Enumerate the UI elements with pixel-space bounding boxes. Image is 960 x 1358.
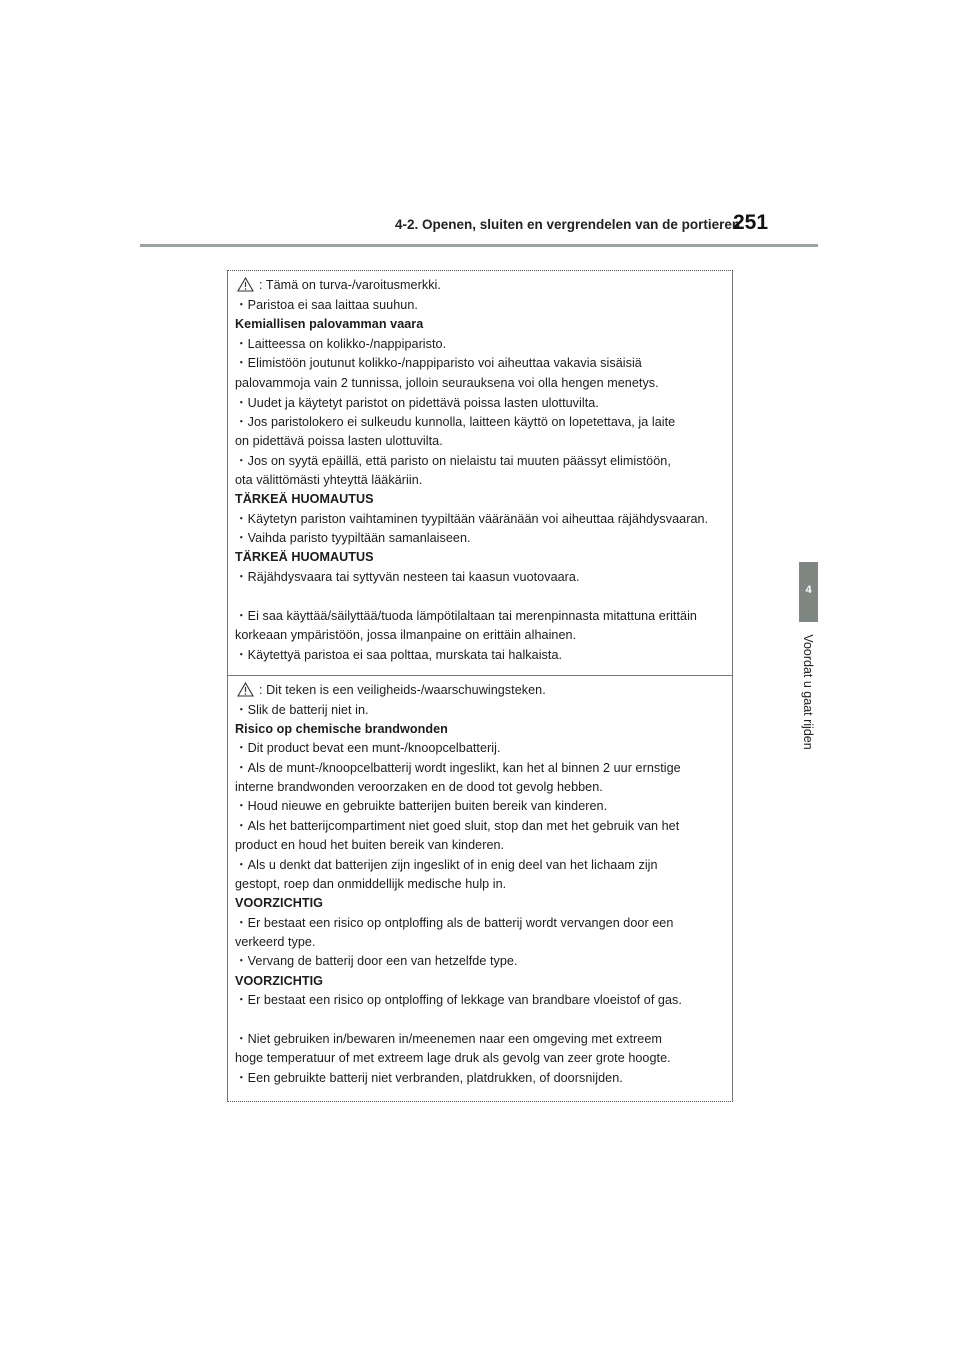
nl-line: ・Vervang de batterij door een van hetzelfde type.	[235, 954, 518, 968]
fi-line: palovammoja vain 2 tunnissa, jolloin seurauksena voi olla hengen menetys.	[235, 376, 659, 390]
nl-line: interne brandwonden veroorzaken en de dood tot gevolg hebben.	[235, 780, 603, 794]
fi-line: ・Jos on syytä epäillä, että paristo on nielaistu tai muuten päässyt elimistöön,	[235, 454, 671, 468]
fi-line: ・Laitteessa on kolikko-/nappiparisto.	[235, 337, 447, 351]
section-divider	[228, 675, 732, 676]
nl-line: hoge temperatuur of met extreem lage druk als gevolg van zeer grote hoogte.	[235, 1051, 671, 1065]
fi-line: ota välittömästi yhteyttä lääkäriin.	[235, 473, 423, 487]
nl-line: ・Er bestaat een risico op ontploffing of lekkage van brandbare vloeistof of gas.	[235, 993, 682, 1007]
nl-line: ・Houd nieuwe en gebruikte batterijen buiten bereik van kinderen.	[235, 799, 608, 813]
fi-line: ・Jos paristolokero ei sulkeudu kunnolla, laitteen käyttö on lopetettava, ja laite	[235, 415, 676, 429]
fi-line: on pidettävä poissa lasten ulottuvilta.	[235, 434, 443, 448]
fi-heading: TÄRKEÄ HUOMAUTUS	[235, 492, 374, 506]
fi-line: ・Vaihda paristo tyypiltään samanlaiseen.	[235, 531, 471, 545]
nl-line: gestopt, roep dan onmiddellijk medische hulp in.	[235, 877, 507, 891]
nl-line: ・Er bestaat een risico op ontploffing als de batterij wordt vervangen door een	[235, 916, 674, 930]
nl-heading: Risico op chemische brandwonden	[235, 722, 448, 736]
chapter-title: Voordat u gaat rijden	[801, 634, 815, 750]
nl-line: ・Niet gebruiken in/bewaren in/meenemen naar een omgeving met extreem	[235, 1032, 662, 1046]
nl-heading: VOORZICHTIG	[235, 974, 324, 988]
chapter-tab	[799, 562, 818, 622]
nl-line: ・Slik de batterij niet in.	[235, 703, 369, 717]
fi-line: ・Elimistöön joutunut kolikko-/nappiparisto voi aiheuttaa vakavia sisäisiä	[235, 356, 642, 370]
fi-heading: Kemiallisen palovamman vaara	[235, 317, 424, 331]
warning-triangle-icon	[237, 277, 254, 292]
nl-line: ・Een gebruikte batterij niet verbranden, platdrukken, of doorsnijden.	[235, 1071, 623, 1085]
section-title: 4-2. Openen, sluiten en vergrendelen van de portieren	[395, 217, 741, 232]
nl-line: ・Als het batterijcompartiment niet goed sluit, stop dan met het gebruik van het	[235, 819, 680, 833]
fi-line: ・Käytetyn pariston vaihtaminen tyypiltään vääränään voi aiheuttaa räjähdysvaaran.	[235, 512, 709, 526]
fi-line: ・Käytettyä paristoa ei saa polttaa, murskata tai halkaista.	[235, 648, 563, 662]
header-rule	[140, 244, 818, 247]
dutch-warning-symbol-text: : Dit teken is een veiligheids-/waarschuwingsteken.	[259, 683, 546, 697]
fi-line: ・Ei saa käyttää/säilyttää/tuoda lämpötilaltaan tai merenpinnasta mitattuna erittäin	[235, 609, 697, 623]
fi-line: ・Uudet ja käytetyt paristot on pidettävä poissa lasten ulottuvilta.	[235, 396, 599, 410]
finnish-warning-symbol-text: : Tämä on turva-/varoitusmerkki.	[259, 278, 441, 292]
nl-line: ・Dit product bevat een munt-/knoopcelbatterij.	[235, 741, 501, 755]
fi-line: ・Paristoa ei saa laittaa suuhun.	[235, 298, 418, 312]
fi-line: ・Räjähdysvaara tai syttyvän nesteen tai kaasun vuotovaara.	[235, 570, 580, 584]
battery-warning-box	[227, 270, 733, 1102]
fi-line: korkeaan ympäristöön, jossa ilmanpaine on erittäin alhainen.	[235, 628, 577, 642]
nl-line: product en houd het buiten bereik van kinderen.	[235, 838, 505, 852]
warning-triangle-icon	[237, 682, 254, 697]
nl-line: ・Als u denkt dat batterijen zijn ingeslikt of in enig deel van het lichaam zijn	[235, 858, 658, 872]
page-number: 251	[733, 211, 769, 234]
nl-line: ・Als de munt-/knoopcelbatterij wordt ingeslikt, kan het al binnen 2 uur ernstige	[235, 761, 681, 775]
fi-heading: TÄRKEÄ HUOMAUTUS	[235, 550, 374, 564]
nl-heading: VOORZICHTIG	[235, 896, 324, 910]
chapter-number: 4	[805, 584, 812, 596]
nl-line: verkeerd type.	[235, 935, 316, 949]
